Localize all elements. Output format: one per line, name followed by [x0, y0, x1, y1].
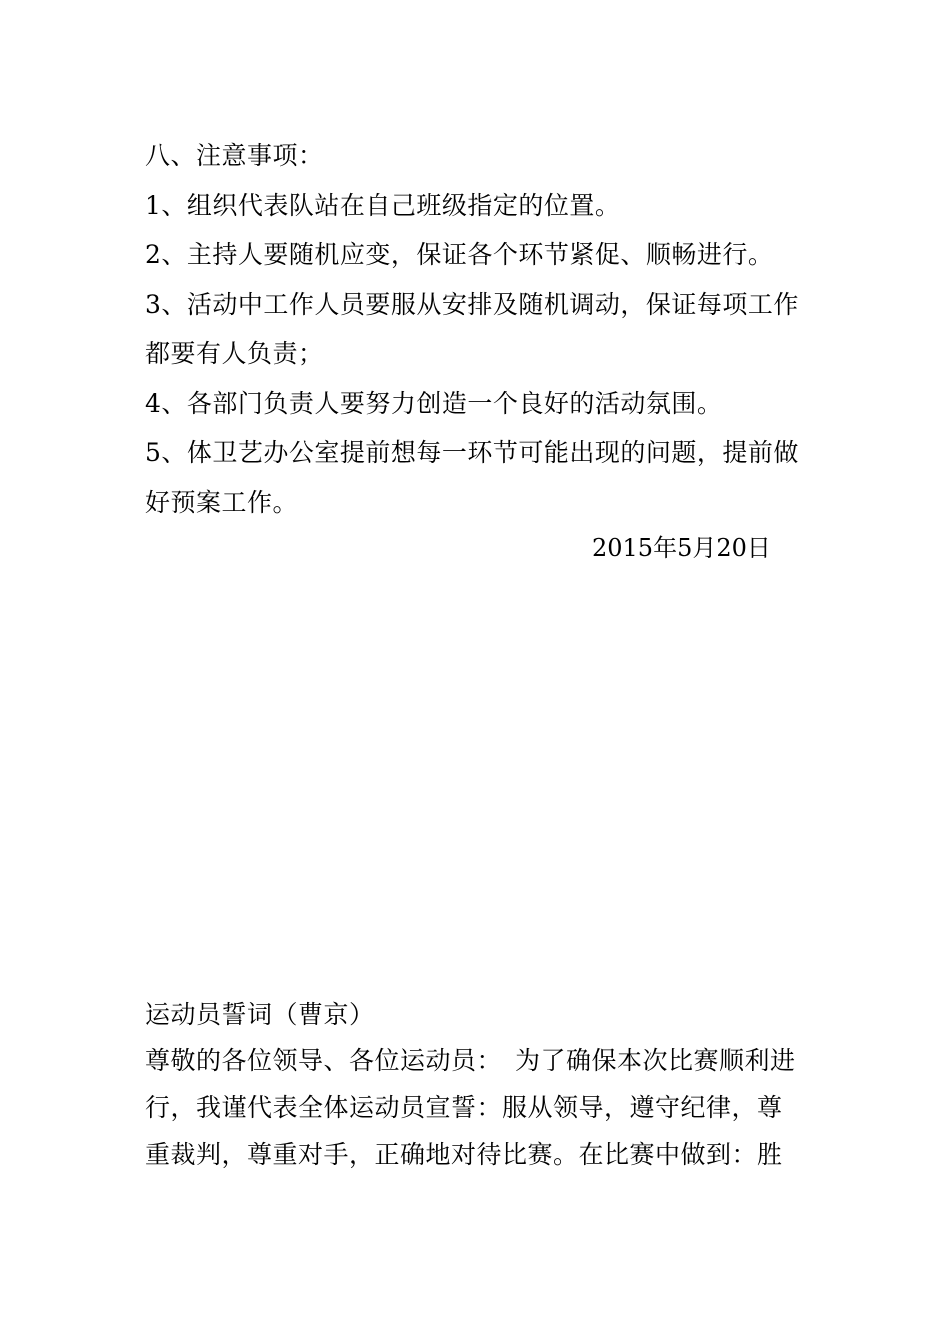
note-line-3: 3、活动中工作人员要服从安排及随机调动，保证每项工作 — [145, 289, 799, 319]
oath-line-3: 重裁判，尊重对手，正确地对待比赛。在比赛中做到：胜 — [145, 1140, 783, 1169]
note-line-3-continued: 都要有人负责； — [145, 339, 324, 368]
document-date: 2015年5月20日 — [592, 534, 771, 562]
oath-section — [145, 992, 815, 1178]
oath-line-1: 尊敬的各位领导、各位运动员： 为了确保本次比赛顺利进 — [145, 1046, 796, 1075]
note-line-5-continued: 好预案工作。 — [145, 487, 299, 517]
oath-line-2: 行，我谨代表全体运动员宣誓：服从领导，遵守纪律，尊 — [145, 1093, 783, 1122]
note-line-2: 2、主持人要随机应变，保证各个环节紧促、顺畅进行。 — [145, 240, 774, 269]
notes-section — [145, 131, 815, 527]
oath-title: 运动员誓词（曹京） — [145, 1000, 375, 1029]
note-line-5: 5、体卫艺办公室提前想每一环节可能出现的问题，提前做 — [145, 438, 799, 467]
section-heading: 八、注意事项： — [145, 141, 324, 170]
note-line-1: 1、组织代表队站在自己班级指定的位置。 — [145, 190, 621, 220]
note-line-4: 4、各部门负责人要努力创造一个良好的活动氛围。 — [145, 388, 723, 418]
